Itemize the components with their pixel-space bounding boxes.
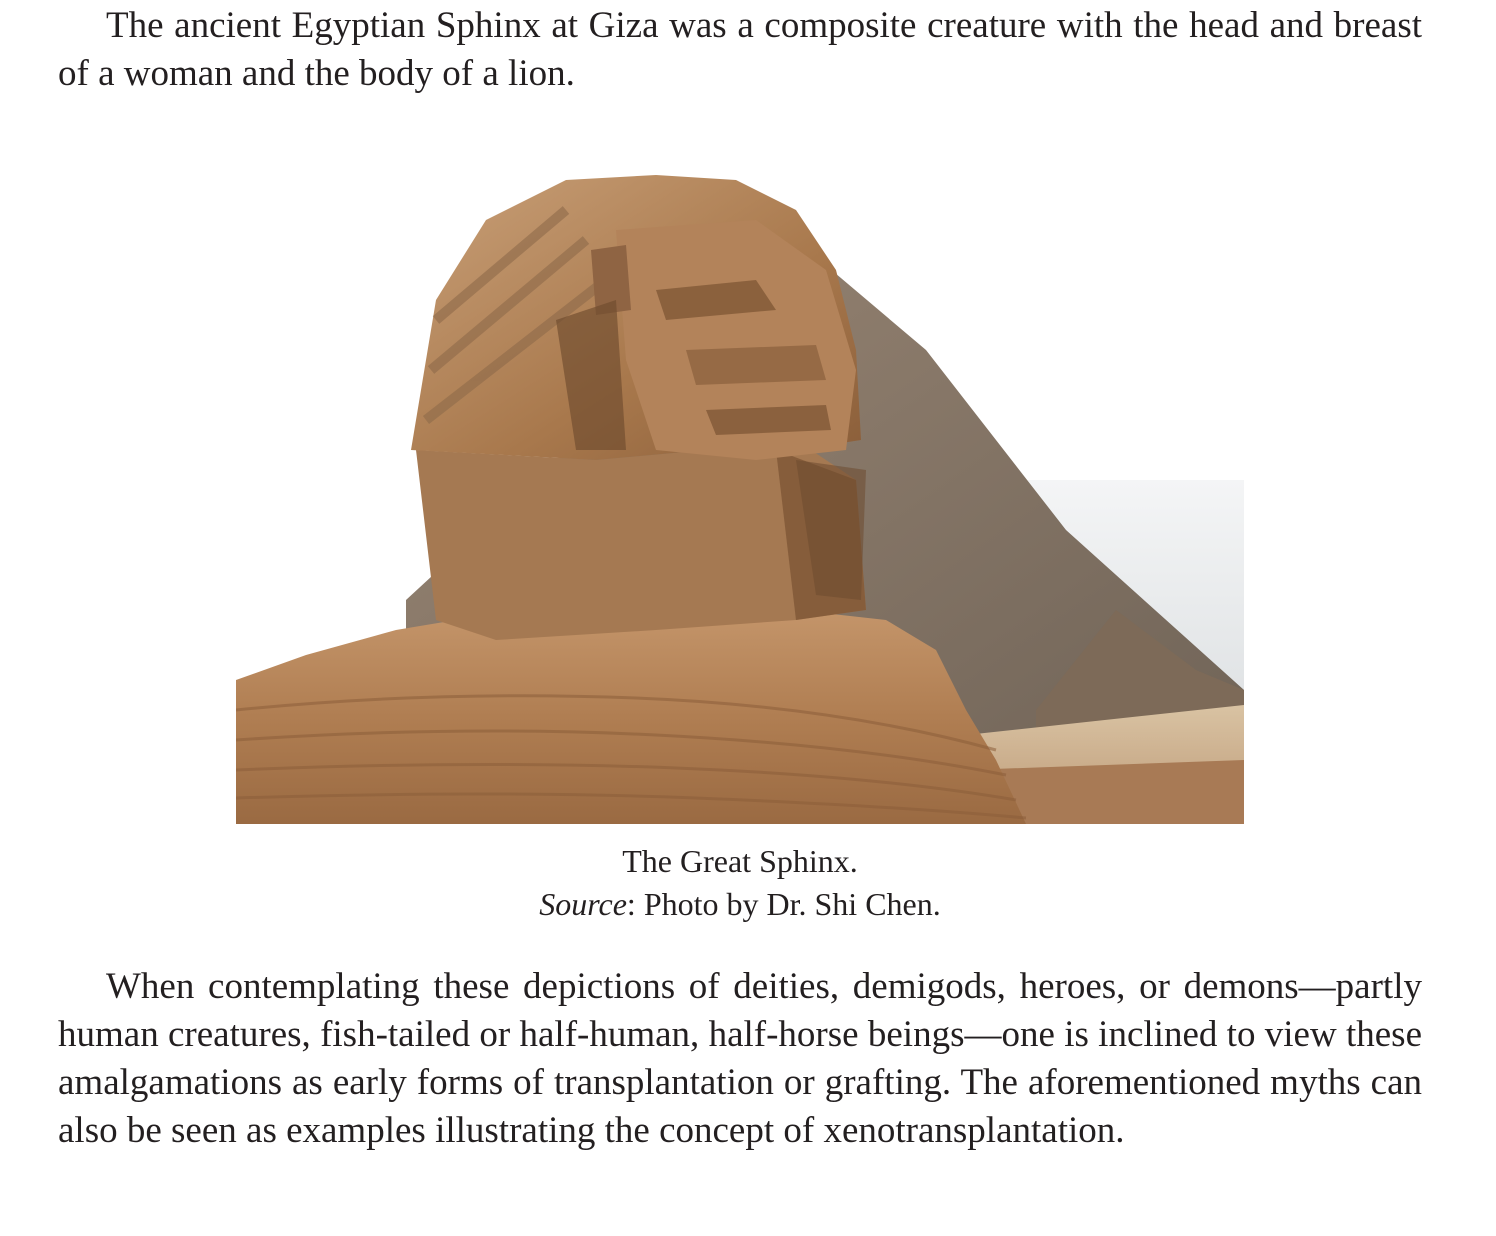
paragraph-xenotransplantation: When contemplating these depictions of deities, demigods, heroes, or demons—partly human creatures, fish-tailed or half-human, half-horse beings—one is inclined to view these amalgamations as early forms of transplantation or grafting. The aforementioned myths can also be seen as examples illustrating the concept of xenotransplantation. xyxy=(58,966,1422,1151)
source-text: : Photo by Dr. Shi Chen. xyxy=(626,886,941,922)
source-label: Source xyxy=(539,886,627,922)
figure-caption-title: The Great Sphinx. xyxy=(622,843,858,879)
figure-caption-source xyxy=(236,884,1244,924)
sphinx-photo xyxy=(236,150,1244,824)
paragraph-intro: The ancient Egyptian Sphinx at Giza was a composite creature with the head and breast of a woman and the body of a lion. xyxy=(58,5,1422,94)
